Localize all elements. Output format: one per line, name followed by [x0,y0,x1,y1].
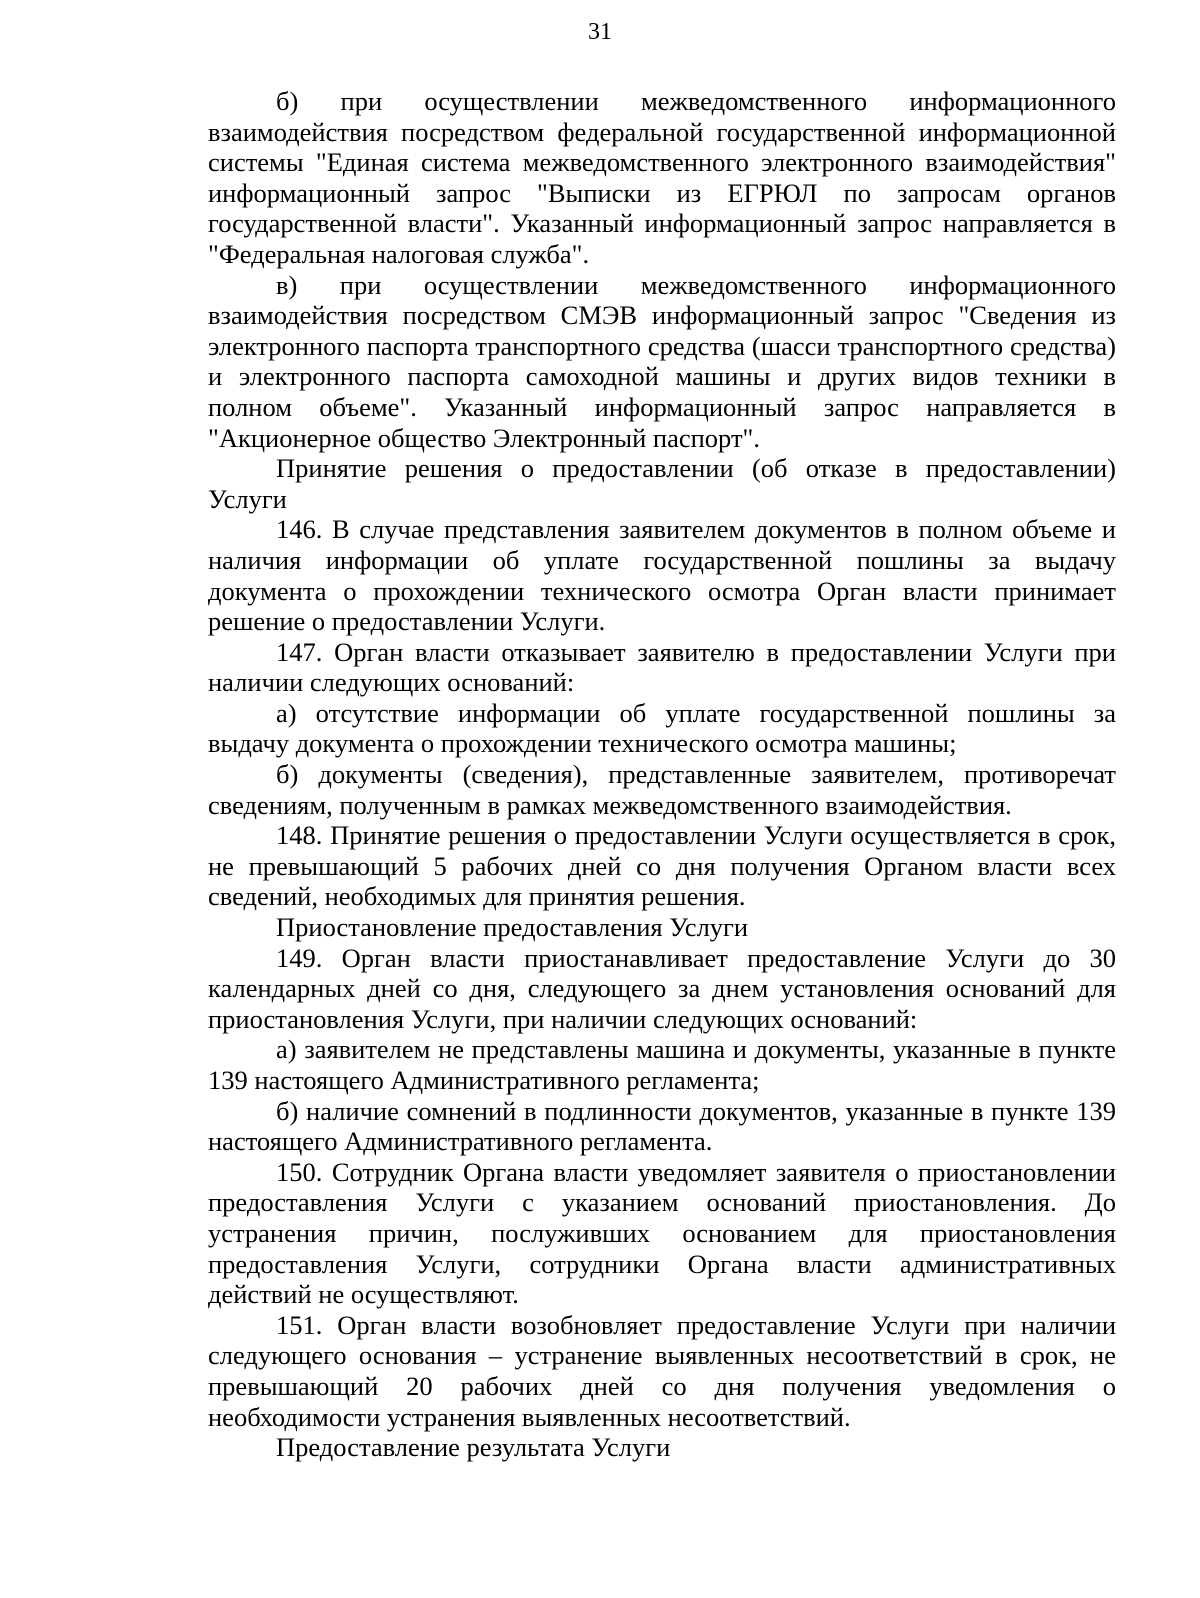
document-body [208,86,1116,1463]
paragraph-149-b: б) наличие сомнений в подлинности документов, указанные в пункте 139 настоящего Административного регламента. [208,1095,1116,1157]
section-heading-result: Предоставление результата Услуги [276,1432,671,1463]
section-heading-suspension: Приостановление предоставления Услуги [276,912,749,943]
paragraph-149-a: а) заявителем не представлены машина и документы, указанные в пункте 139 настоящего Административного регламента; [208,1034,1116,1095]
paragraph-147-a: а) отсутствие информации об уплате государственной пошлины за выдачу документа о прохождении технического осмотра машины; [208,697,1116,759]
paragraph-147-b: б) документы (сведения), представленные заявителем, противоречат сведениям, полученным в рамках межведомственного взаимодействия. [208,759,1116,820]
paragraph-150: 150. Сотрудник Органа власти уведомляет заявителя о приостановлении предоставления Услуги с указанием оснований приостановления. До устранения причин, послуживших основанием для приостановления предоставления Услуги, сотрудники Органа власти административных действий не осуществляют. [208,1156,1116,1310]
paragraph-148: 148. Принятие решения о предоставлении Услуги осуществляется в срок, не превышающий 5 рабочих дней со дня получения Органом власти всех сведений, необходимых для принятия решения. [208,820,1116,912]
paragraph-b-egrul-request: б) при осуществлении межведомственного информационного взаимодействия посредством федеральной государственной информационной системы "Единая система межведомственного электронного взаимодействия" информационный запрос "Выписки из ЕГРЮЛ по запросам органов государственной власти". Указанный информационный запрос направляется в "Федеральная налоговая служба". [208,86,1116,269]
section-heading-decision: Принятие решения о предоставлении (об отказе в предоставлении) Услуги [208,453,1116,514]
paragraph-149: 149. Орган власти приостанавливает предоставление Услуги до 30 календарных дней со дня, следующего за днем установления оснований для приостановления Услуги, при наличии следующих оснований: [208,942,1116,1034]
paragraph-146: 146. В случае представления заявителем документов в полном объеме и наличия информации об уплате государственной пошлины за выдачу документа о прохождении технического осмотра Орган власти принимает решение о предоставлении Услуги. [208,514,1116,637]
paragraph-151: 151. Орган власти возобновляет предоставление Услуги при наличии следующего основания – устранение выявленных несоответствий в срок, не превышающий 20 рабочих дней со дня получения уведомления о необходимости устранения выявленных несоответствий. [208,1309,1116,1432]
paragraph-147: 147. Орган власти отказывает заявителю в предоставлении Услуги при наличии следующих оснований: [208,636,1116,698]
page-number: 31 [588,19,612,45]
paragraph-v-epts-request: в) при осуществлении межведомственного информационного взаимодействия посредством СМЭВ информационный запрос "Сведения из электронного паспорта транспортного средства (шасси транспортного средства) и электронного паспорта самоходной машины и других видов техники в полном объеме". Указанный информационный запрос направляется в "Акционерное общество Электронный паспорт". [208,269,1116,453]
